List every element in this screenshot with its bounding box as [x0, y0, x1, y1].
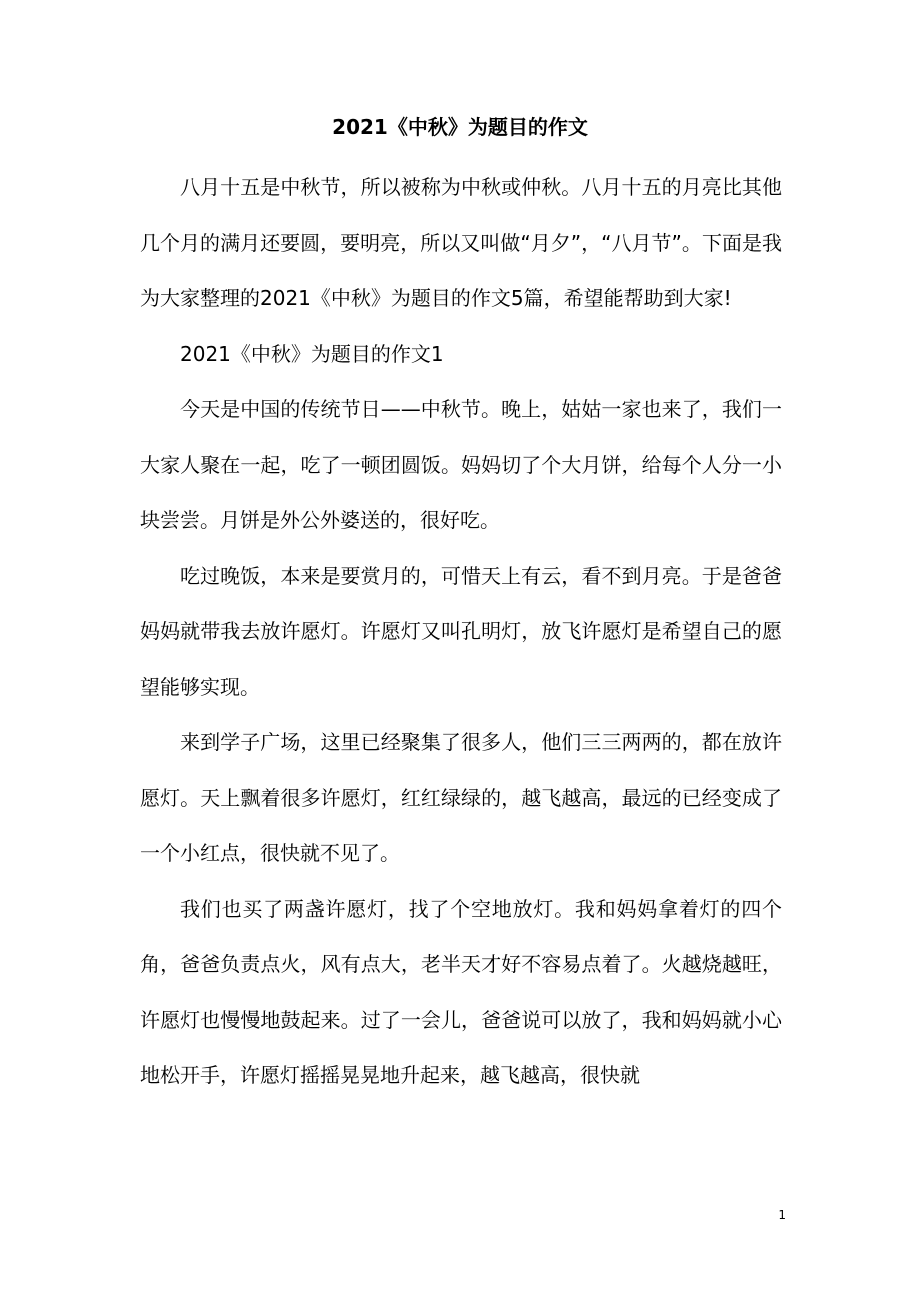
body-paragraph-2: 吃过晚饭，本来是要赏月的，可惜天上有云，看不到月亮。于是爸爸妈妈就带我去放许愿灯。许愿灯又叫孔明灯，放飞许愿灯是希望自己的愿望能够实现。 — [140, 563, 782, 699]
section-heading: 2021《中秋》为题目的作文1 — [180, 341, 444, 366]
document-body — [140, 160, 782, 1104]
document-title: 2021《中秋》为题目的作文 — [332, 115, 588, 139]
body-paragraph-4: 我们也买了两盏许愿灯，找了个空地放灯。我和妈妈拿着灯的四个角，爸爸负责点火，风有点大，老半天才好不容易点着了。火越烧越旺，许愿灯也慢慢地鼓起来。过了一会儿，爸爸说可以放了，我和妈妈就小心地松开手，许愿灯摇摇晃晃地升起来，越飞越高，很快就 — [140, 896, 782, 1087]
body-paragraph-3: 来到学子广场，这里已经聚集了很多人，他们三三两两的，都在放许愿灯。天上飘着很多许愿灯，红红绿绿的，越飞越高，最远的已经变成了一个小红点，很快就不见了。 — [140, 730, 782, 865]
intro-paragraph: 八月十五是中秋节，所以被称为中秋或仲秋。八月十五的月亮比其他几个月的满月还要圆，要明亮，所以又叫做“月夕”，“八月节”。下面是我为大家整理的2021《中秋》为题目的作文5篇，希望能帮助到大家! — [140, 175, 782, 310]
page-number: 1 — [778, 1208, 786, 1222]
body-paragraph-1: 今天是中国的传统节日——中秋节。晚上，姑姑一家也来了，我们一大家人聚在一起，吃了一顿团圆饭。妈妈切了个大月饼，给每个人分一小块尝尝。月饼是外公外婆送的，很好吃。 — [140, 397, 782, 532]
